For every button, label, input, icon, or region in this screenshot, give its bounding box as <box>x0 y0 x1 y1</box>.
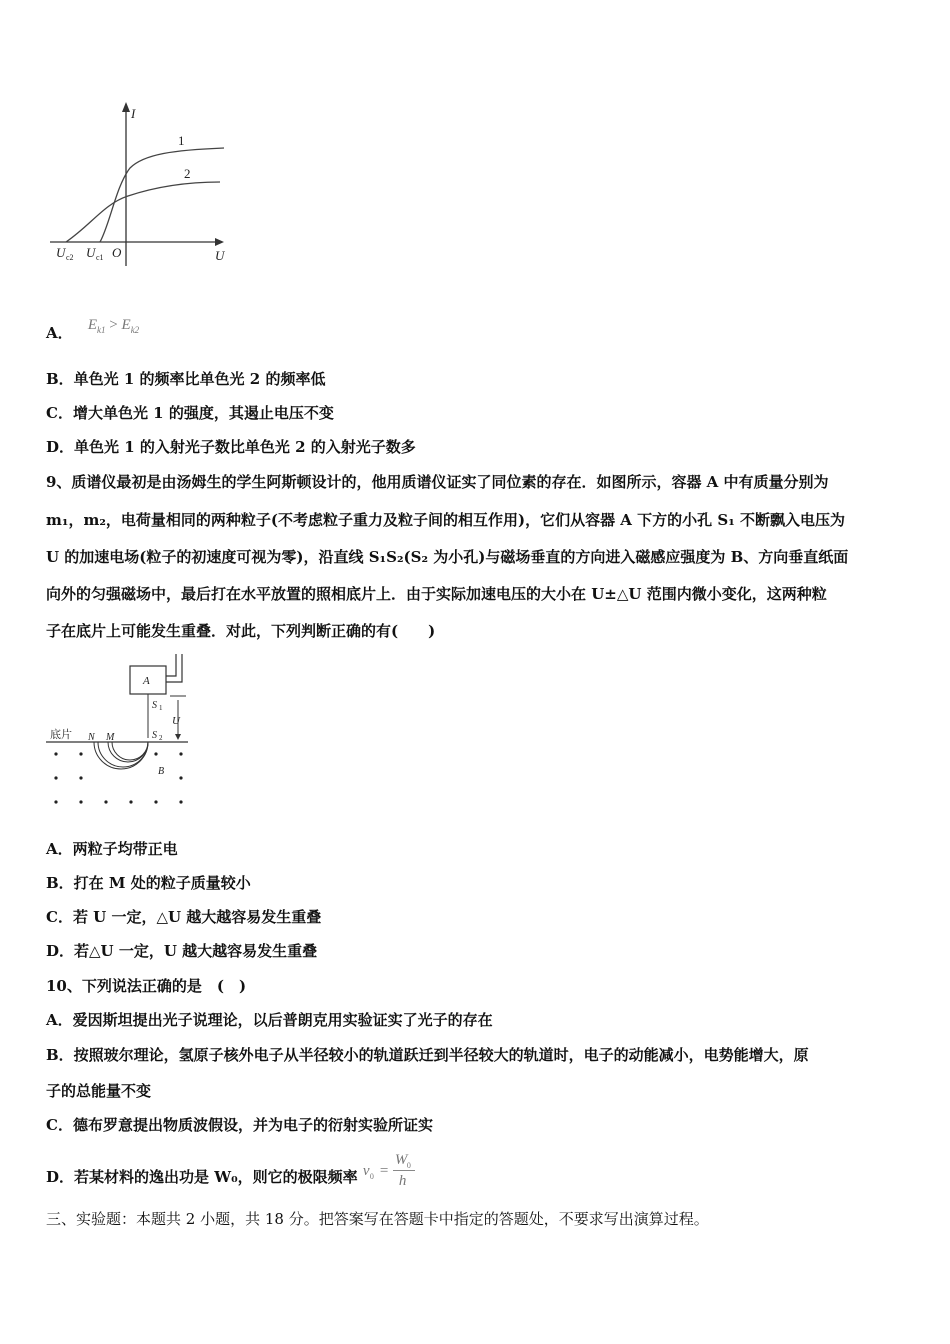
option-d-text: D．若某材料的逸出功是 W₀，则它的极限频率 <box>46 1168 358 1186</box>
film-label: 底片 <box>50 729 72 741</box>
ek2-symbol: E <box>121 317 131 333</box>
curve-2-label: 2 <box>184 166 191 181</box>
curve-1-label: 1 <box>178 133 185 148</box>
q9-stem-line-3: U 的加速电场(粒子的初速度可视为零)，沿直线 S₁S₂(S₂ 为小孔)与磁场垂直的方向进入磁感应强度为 B、方向垂直纸面 <box>46 548 849 566</box>
q9-option-a: A．两粒子均带正电 <box>46 840 178 858</box>
s2-label: S <box>152 730 157 741</box>
q10-option-b-line-1: B．按照玻尔理论，氢原子核外电子从半径较小的轨道跃迁到半径较大的轨道时，电子的动能减小，电势能增大，原 <box>46 1046 809 1064</box>
q8-option-c: C．增大单色光 1 的强度，其遏止电压不变 <box>46 404 334 422</box>
q9-stem-line-4: 向外的匀强磁场中，最后打在水平放置的照相底片上．由于实际加速电压的大小在 U±△U 范围内微小变化，这两种粒 <box>46 585 827 603</box>
container-a-label: A <box>143 675 150 687</box>
curve-1 <box>100 148 224 242</box>
n-label: N <box>88 732 95 743</box>
nu-sub: 0 <box>369 1172 374 1181</box>
equals-sign: = <box>379 1163 389 1179</box>
threshold-frequency-formula <box>363 1152 415 1188</box>
gt-sign: > <box>105 317 122 333</box>
y-axis-label: I <box>131 106 136 121</box>
ek1-sub: k1 <box>97 325 106 335</box>
q9-stem-line-2: m₁，m₂，电荷量相同的两种粒子(不考虑粒子重力及粒子间的相互作用)，它们从容器 A 下方的小孔 S₁ 不断飘入电压为 <box>46 511 846 529</box>
q10-option-b-line-2: 子的总能量不变 <box>46 1082 152 1100</box>
uc1-sub: c1 <box>96 253 104 262</box>
x-axis-arrow <box>215 238 224 246</box>
inlet-pipe <box>166 654 182 682</box>
uc2-label: U <box>56 245 66 260</box>
u-label: U <box>172 715 180 727</box>
numerator-sub: 0 <box>406 1161 411 1170</box>
s1-sub: 1 <box>159 704 163 712</box>
ek-formula <box>88 317 139 333</box>
b-field-label: B <box>158 766 165 777</box>
q9-stem-line-1: 9、质谱仪最初是由汤姆生的学生阿斯顿设计的，他用质谱仪证实了同位素的存在．如图所示，容器 A 中有质量分别为 <box>46 473 829 491</box>
u-arrow-head <box>175 734 181 740</box>
denominator-h: h <box>398 1173 407 1189</box>
q10-stem: 10、下列说法正确的是 ( ) <box>46 977 247 995</box>
q9-option-b: B．打在 M 处的粒子质量较小 <box>46 874 251 892</box>
photoelectric-iu-graph <box>44 96 240 274</box>
q9-option-d: D．若△U 一定，U 越大越容易发生重叠 <box>46 942 318 960</box>
x-axis-label: U <box>215 248 225 263</box>
q8-option-a <box>46 317 140 349</box>
nu-symbol: ν <box>362 1163 370 1179</box>
option-a-label: A． <box>46 324 73 342</box>
q10-option-d <box>46 1152 415 1196</box>
origin-label: O <box>112 245 122 260</box>
q10-option-c: C．德布罗意提出物质波假设，并为电子的衍射实验所证实 <box>46 1116 433 1134</box>
m-label: M <box>106 732 115 743</box>
q8-option-b: B．单色光 1 的频率比单色光 2 的频率低 <box>46 370 326 388</box>
s2-sub: 2 <box>159 734 163 742</box>
uc2-sub: c2 <box>66 253 74 262</box>
uc1-label: U <box>86 245 96 260</box>
q9-option-c: C．若 U 一定，△U 越大越容易发生重叠 <box>46 908 322 926</box>
numerator-w: W <box>394 1152 408 1168</box>
curve-2 <box>66 182 220 242</box>
s1-label: S <box>152 700 157 711</box>
ek1-symbol: E <box>87 317 98 333</box>
mass-spectrometer-figure <box>44 652 194 812</box>
section-3-heading: 三、实验题：本题共 2 小题，共 18 分。把答案写在答题卡中指定的答题处，不要求写出演算过程。 <box>46 1210 709 1228</box>
ek2-sub: k2 <box>130 325 140 335</box>
q8-option-d: D．单色光 1 的入射光子数比单色光 2 的入射光子数多 <box>46 438 416 456</box>
y-axis-arrow <box>122 102 130 112</box>
trajectory-n2 <box>98 742 148 767</box>
q9-stem-line-5: 子在底片上可能发生重叠．对此，下列判断正确的有( ) <box>46 622 436 640</box>
q10-option-a: A．爱因斯坦提出光子说理论，以后普朗克用实验证实了光子的存在 <box>46 1011 493 1029</box>
